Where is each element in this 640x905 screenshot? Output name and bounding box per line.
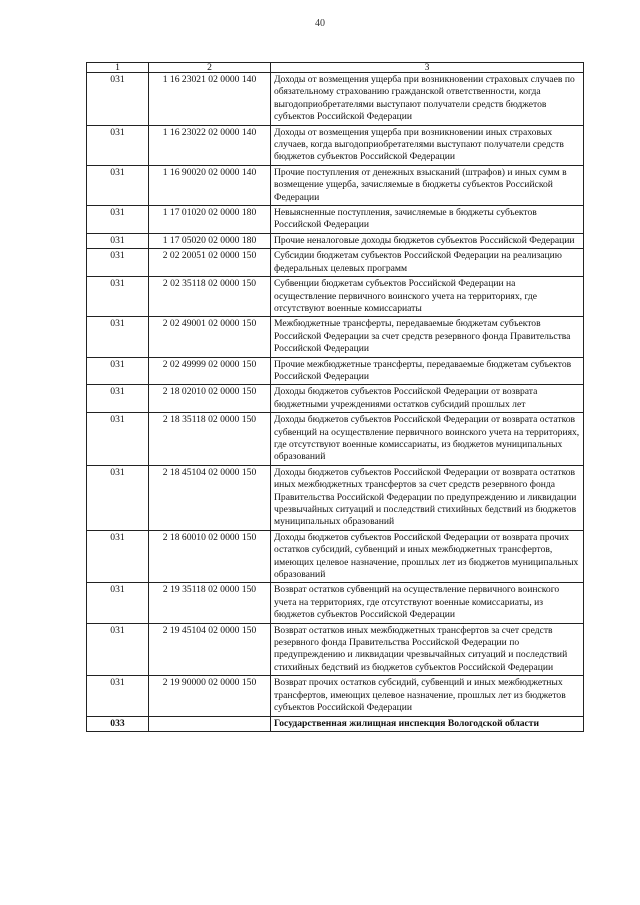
budget-code-cell: 2 02 49001 02 0000 150	[149, 317, 271, 357]
revenue-name-cell: Доходы бюджетов субъектов Российской Федерации от возврата остатков иных межбюджетных трансфертов за счет средств резервного фонда Правительства Российской Федерации по предупреждению и ликвидации чрезвычайных ситуаций и последствий стихийных бедствий из бюджетов муниципальных образований	[271, 465, 584, 530]
table-row	[87, 676, 584, 716]
admin-code-cell: 031	[87, 676, 149, 716]
budget-code-cell: 2 02 35118 02 0000 150	[149, 277, 271, 317]
table-row-organization	[87, 716, 584, 731]
column-header-2: 2	[149, 63, 271, 73]
admin-code-cell: 031	[87, 277, 149, 317]
table-row	[87, 206, 584, 234]
table-row	[87, 73, 584, 126]
revenue-name-cell: Межбюджетные трансферты, передаваемые бюджетам субъектов Российской Федерации за счет средств резервного фонда Правительства Российской Федерации	[271, 317, 584, 357]
admin-code-cell: 031	[87, 206, 149, 234]
admin-code-cell: 031	[87, 317, 149, 357]
revenue-name-cell: Прочие поступления от денежных взысканий (штрафов) и иных сумм в возмещение ущерба, зачисляемые в бюджеты субъектов Российской Федерации	[271, 165, 584, 205]
admin-code-cell: 031	[87, 583, 149, 623]
table-row	[87, 233, 584, 248]
budget-code-cell: 1 17 01020 02 0000 180	[149, 206, 271, 234]
admin-code-cell: 031	[87, 165, 149, 205]
admin-code-cell: 033	[87, 716, 149, 731]
table-row	[87, 583, 584, 623]
revenue-name-cell: Доходы бюджетов субъектов Российской Федерации от возврата прочих остатков субсидий, субвенций и иных межбюджетных трансфертов, имеющих целевое назначение, прошлых лет из бюджетов муниципальных образований	[271, 530, 584, 583]
revenue-name-cell: Государственная жилищная инспекция Вологодской области	[271, 716, 584, 731]
table-row	[87, 530, 584, 583]
table-row	[87, 125, 584, 165]
revenue-name-cell: Возврат остатков субвенций на осуществление первичного воинского учета на территориях, где отсутствуют военные комиссариаты, из бюджетов субъектов Российской Федерации	[271, 583, 584, 623]
admin-code-cell: 031	[87, 465, 149, 530]
column-header-1: 1	[87, 63, 149, 73]
admin-code-cell: 031	[87, 413, 149, 466]
revenue-name-cell: Возврат прочих остатков субсидий, субвенций и иных межбюджетных трансфертов, имеющих целевое назначение, прошлых лет из бюджетов субъектов Российской Федерации	[271, 676, 584, 716]
budget-code-cell: 1 16 90020 02 0000 140	[149, 165, 271, 205]
admin-code-cell: 031	[87, 357, 149, 385]
column-header-3: 3	[271, 63, 584, 73]
admin-code-cell: 031	[87, 125, 149, 165]
budget-code-cell: 2 18 45104 02 0000 150	[149, 465, 271, 530]
revenue-name-cell: Доходы бюджетов субъектов Российской Федерации от возврата бюджетными учреждениями остатков субсидий прошлых лет	[271, 385, 584, 413]
table-row	[87, 277, 584, 317]
table-body	[87, 73, 584, 732]
budget-code-cell: 2 19 35118 02 0000 150	[149, 583, 271, 623]
admin-code-cell: 031	[87, 623, 149, 676]
revenue-name-cell: Субсидии бюджетам субъектов Российской Федерации на реализацию федеральных целевых программ	[271, 249, 584, 277]
admin-code-cell: 031	[87, 385, 149, 413]
admin-code-cell: 031	[87, 233, 149, 248]
revenue-name-cell: Невыясненные поступления, зачисляемые в бюджеты субъектов Российской Федерации	[271, 206, 584, 234]
table-row	[87, 385, 584, 413]
revenue-name-cell: Возврат остатков иных межбюджетных трансфертов за счет средств резервного фонда Правительства Российской Федерации по предупреждению и ликвидации чрезвычайных ситуаций и последствий стихийных бедствий из бюджетов субъектов Российской Федерации	[271, 623, 584, 676]
budget-code-cell: 2 18 02010 02 0000 150	[149, 385, 271, 413]
revenue-name-cell: Доходы от возмещения ущерба при возникновении страховых случаев по обязательному страхованию гражданской ответственности, когда выгодоприобретателями выступают получатели средств бюджетов субъектов Российской Федерации	[271, 73, 584, 126]
revenue-codes-table	[86, 62, 584, 732]
revenue-name-cell: Доходы от возмещения ущерба при возникновении иных страховых случаев, когда выгодоприобретателями выступают получатели средств бюджетов субъектов Российской Федерации	[271, 125, 584, 165]
table-header-row	[87, 63, 584, 73]
table-row	[87, 623, 584, 676]
revenue-name-cell: Прочие неналоговые доходы бюджетов субъектов Российской Федерации	[271, 233, 584, 248]
budget-code-cell: 1 16 23021 02 0000 140	[149, 73, 271, 126]
budget-code-cell: 2 19 45104 02 0000 150	[149, 623, 271, 676]
budget-code-cell: 2 02 49999 02 0000 150	[149, 357, 271, 385]
budget-code-cell: 1 16 23022 02 0000 140	[149, 125, 271, 165]
budget-code-cell: 2 19 90000 02 0000 150	[149, 676, 271, 716]
table-row	[87, 249, 584, 277]
table-row	[87, 317, 584, 357]
table-row	[87, 465, 584, 530]
budget-code-cell: 2 02 20051 02 0000 150	[149, 249, 271, 277]
budget-code-cell: 2 18 35118 02 0000 150	[149, 413, 271, 466]
table-row	[87, 413, 584, 466]
revenue-name-cell: Прочие межбюджетные трансферты, передаваемые бюджетам субъектов Российской Федерации	[271, 357, 584, 385]
table-row	[87, 357, 584, 385]
revenue-name-cell: Субвенции бюджетам субъектов Российской Федерации на осуществление первичного воинского учета на территориях, где отсутствуют военные комиссариаты	[271, 277, 584, 317]
budget-code-cell: 2 18 60010 02 0000 150	[149, 530, 271, 583]
admin-code-cell: 031	[87, 249, 149, 277]
budget-code-cell	[149, 716, 271, 731]
admin-code-cell: 031	[87, 73, 149, 126]
page-number: 40	[315, 18, 325, 29]
budget-code-cell: 1 17 05020 02 0000 180	[149, 233, 271, 248]
table-row	[87, 165, 584, 205]
revenue-name-cell: Доходы бюджетов субъектов Российской Федерации от возврата остатков субвенций на осуществление первичного воинского учета на территориях, где отсутствуют военные комиссариаты, из бюджетов муниципальных образований	[271, 413, 584, 466]
admin-code-cell: 031	[87, 530, 149, 583]
